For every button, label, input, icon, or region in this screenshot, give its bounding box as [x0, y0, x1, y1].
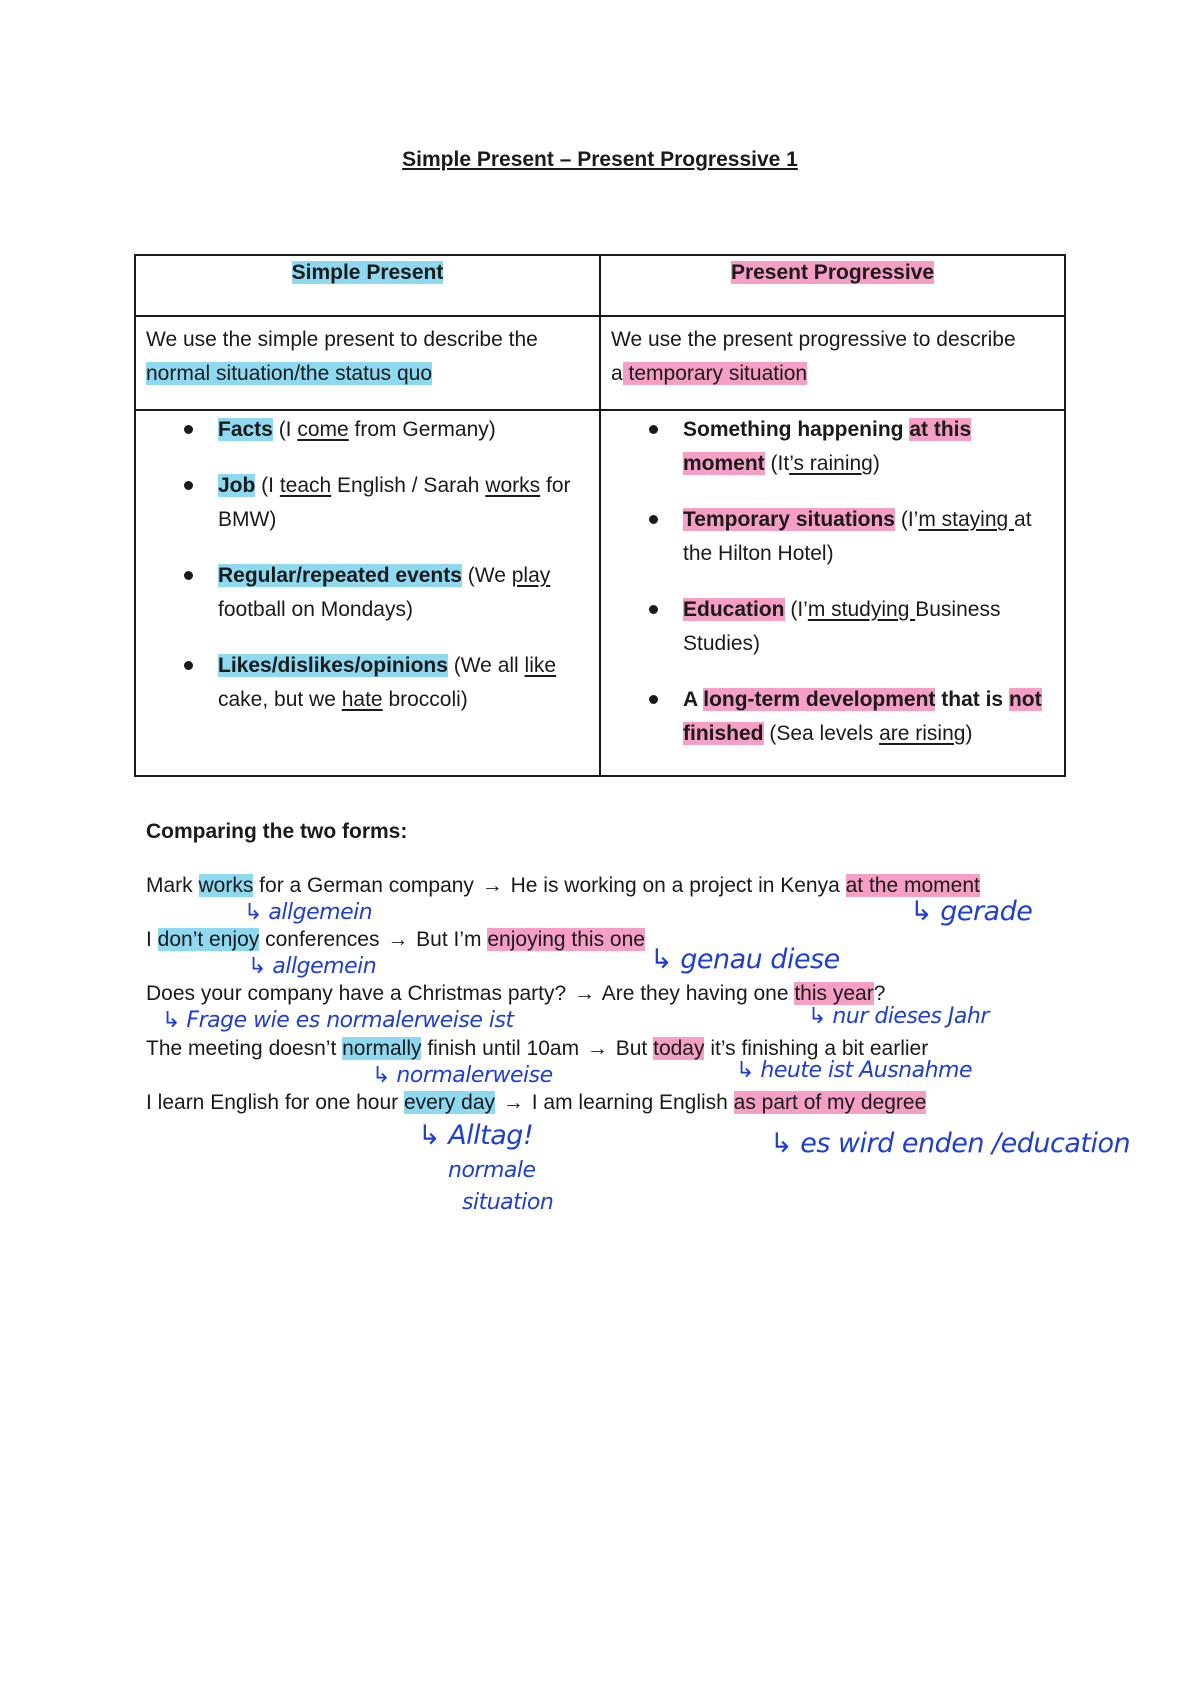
arrow-right-icon: →	[586, 1037, 608, 1060]
page-title: Simple Present – Present Progressive 1	[402, 148, 798, 171]
simple-present-header: Simple Present	[291, 261, 444, 284]
table-definition-row	[135, 316, 1065, 410]
simple-present-header-cell	[135, 255, 600, 316]
list-item: Regular/repeated events (We play football on Mondays)	[218, 559, 589, 627]
handwritten-note: ↳ heute ist Ausnahme	[736, 1058, 972, 1083]
comparison-line: I don’t enjoy conferences → But I’m enjoying this one	[146, 928, 645, 951]
handwritten-note: normale	[448, 1158, 536, 1183]
list-item: Likes/dislikes/opinions (We all like cake, but we hate broccoli)	[218, 649, 589, 717]
comparison-table	[134, 254, 1066, 777]
simple-present-use-list	[154, 413, 589, 717]
simple-present-uses	[135, 410, 600, 776]
arrow-right-icon: →	[574, 982, 596, 1005]
present-progressive-uses	[600, 410, 1065, 776]
list-item: Job (I teach English / Sarah works for BMW)	[218, 469, 589, 537]
handwritten-note: ↳ allgemein	[244, 900, 373, 925]
list-item: Education (I’m studying Business Studies)	[683, 593, 1054, 661]
list-item: Something happening at this moment (It’s raining)	[683, 413, 1054, 481]
handwritten-note: ↳ es wird enden /education	[770, 1128, 1131, 1159]
handwritten-note: ↳ gerade	[910, 896, 1033, 927]
comparing-heading: Comparing the two forms:	[146, 820, 408, 843]
handwritten-note: ↳ Frage wie es normalerweise ist	[162, 1008, 514, 1033]
arrow-right-icon: →	[387, 928, 409, 951]
present-progressive-definition: We use the present progressive to describe a temporary situation	[600, 316, 1065, 410]
present-progressive-header-cell	[600, 255, 1065, 316]
present-progressive-use-list	[619, 413, 1054, 751]
comparison-line: Mark works for a German company → He is working on a project in Kenya at the moment	[146, 874, 980, 897]
list-item: Facts (I come from Germany)	[218, 413, 589, 447]
handwritten-note: situation	[462, 1190, 554, 1215]
handwritten-note: ↳ Alltag!	[418, 1120, 534, 1151]
arrow-right-icon: →	[481, 874, 503, 897]
handwritten-note: ↳ genau diese	[650, 944, 840, 975]
table-uses-row	[135, 410, 1065, 776]
arrow-right-icon: →	[502, 1091, 524, 1114]
comparison-line: The meeting doesn’t normally finish until 10am → But today it’s finishing a bit earlier	[146, 1037, 929, 1060]
handwritten-note: ↳ nur dieses Jahr	[808, 1004, 989, 1029]
list-item: Temporary situations (I’m staying at the Hilton Hotel)	[683, 503, 1054, 571]
present-progressive-header: Present Progressive	[730, 261, 935, 284]
handwritten-note: ↳ allgemein	[248, 954, 377, 979]
table-header-row	[135, 255, 1065, 316]
handwritten-note: ↳ normalerweise	[372, 1063, 553, 1088]
simple-present-definition: We use the simple present to describe the normal situation/the status quo	[135, 316, 600, 410]
list-item: A long-term development that is not finished (Sea levels are rising)	[683, 683, 1054, 751]
comparison-line: I learn English for one hour every day → I am learning English as part of my degree	[146, 1091, 927, 1114]
comparison-line: Does your company have a Christmas party? → Are they having one this year?	[146, 982, 886, 1005]
